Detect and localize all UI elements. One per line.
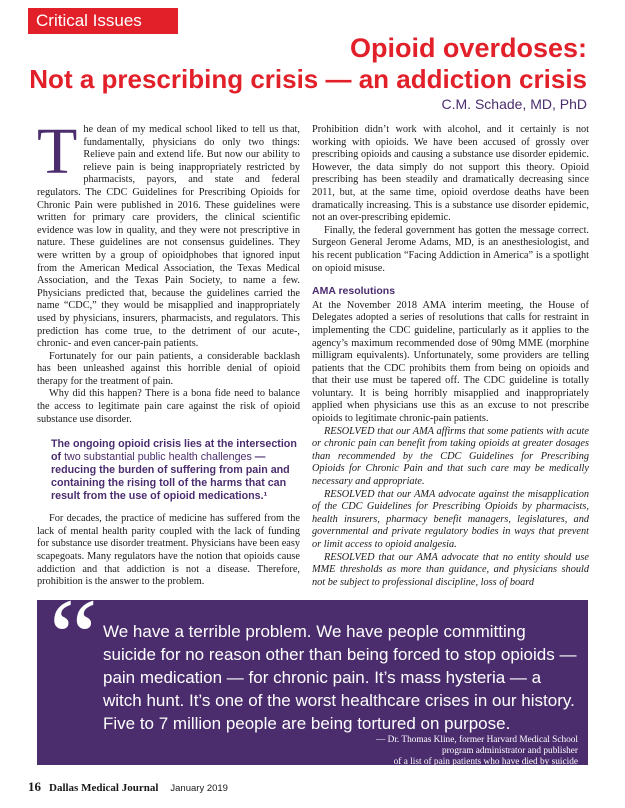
issue-date: January 2019 xyxy=(170,783,228,794)
resolution-paragraph: RESOLVED that our AMA advocate that no entity should use MME thresholds as more than guidance, and physicians should not be subject to professional discipline, loss of board xyxy=(312,551,589,588)
paragraph: At the November 2018 AMA interim meeting, the House of Delegates adopted a series of resolutions that calls for restraint in implementing the CDC guideline, particularly as it applies to the agency’s maximum recommended dose of 90mg MME (morphine milligram equivalents). Unfortunately, some providers are telling patients that the CDC prohibits them from being on opioids and that their use must be tapered off. The CDC guideline is totally voluntary. It is being horribly misapplied and inappropriately applied when physicians use this as an excuse to not prescribe opioids to legitimate chronic-pain patients. xyxy=(312,299,589,425)
page-footer xyxy=(28,778,228,796)
quotation-mark-icon: “ xyxy=(49,576,98,698)
section-subhead: AMA resolutions xyxy=(312,285,396,298)
resolution-paragraph: RESOLVED that our AMA affirms that some patients with acute or chronic pain can benefit from taking opioids at greater dosages than recommended by the CDC Guidelines for Prescribing Opioids for Chronic Pain and that such care may be medically necessary and appropriate. xyxy=(312,425,589,488)
attribution-line: program administrator and publisher xyxy=(441,746,578,756)
paragraph-intro: he dean of my medical school liked to tell us that, fundamentally, physicians do only two things: Relieve pain and extend life. But now our ability to relieve pain is being inappropriately restricted by pharmacists, payors, and state and federal regulators. The CDC Guidelines for Prescribing Opioids for Chronic Pain were published in 2016. These guidelines were written for primary care providers, the clinical scientific evidence was low in quality, and they were not prescriptive in nature. These guidelines are not consensus guidelines. They were written by a group of opioidphobes that ignored input from the American Medical Association, the Texas Medical Association, and the Texas Pain Society, to name a few. Physicians predicted that, because the guidelines carried the name “CDC,” they would be misapplied and inappropriately used by physicians, insurers, pharmacists, and regulators. This prediction has come true, to the detriment of our acute-, chronic- and even cancer-pain patients. xyxy=(37,124,300,350)
article-title-line-1: Opioid overdoses: xyxy=(349,33,587,63)
pull-quote-text: — reducing the burden of suffering from pain and containing the rising toll of the harms that can result from the use of opioid medications.¹ xyxy=(51,451,290,503)
paragraph: Why did this happen? There is a bona fide need to balance the access to legitimate pain care against the risk of opioid substance use disorder. xyxy=(37,388,300,425)
attribution-line: — Dr. Thomas Kline, former Harvard Medical School xyxy=(376,735,578,745)
featured-quote-box xyxy=(37,576,588,767)
paragraph: Prohibition didn’t work with alcohol, and it certainly is not working with opioids. We have been accused of grossly over prescribing opioids and causing a substance use disorder epidemic. However, the data simply do not support this theory. Opioid prescribing has been steadily and dramatically decreasing since 2011, but, at the same time, opioid overdose deaths have been dramatically increasing. This is a substance use disorder epidemic, not an over-prescribing epidemic. xyxy=(312,124,589,224)
section-tag: Critical Issues xyxy=(28,8,178,34)
article-title-line-2: Not a prescribing crisis — an addiction crisis xyxy=(29,64,587,94)
paragraph: Finally, the federal government has gotten the message correct. Surgeon General Jerome Adams, MD, is an anesthesiologist, and his recent publication “Facing Addiction in America” is a spotlight on opioid misuse. xyxy=(312,224,589,274)
pull-quote xyxy=(51,438,300,503)
right-column xyxy=(312,124,589,589)
drop-cap: T xyxy=(37,115,78,188)
attribution-line: of a list of pain patients who have died by suicide xyxy=(393,757,578,767)
featured-quote-text: We have a terrible problem. We have people committing suicide for no reason other than being forced to stop opioids — pain medication — for chronic pain. It’s mass hysteria — a witch hunt. It’s one of the worst healthcare crises in our history. Five to 7 million people are being tortured on purpose. xyxy=(103,622,577,733)
quote-attribution xyxy=(376,735,578,768)
pull-quote-text: The ongoing opioid crisis lies at the intersection of xyxy=(51,438,297,464)
resolution-paragraph: RESOLVED that our AMA advocate against the misapplication of the CDC Guidelines for Prescribing Opioids by pharmacists, health insurers, pharmacy benefit managers, legislatures, and governmental and private regulatory bodies in ways that prevent or limit access to opioid analgesia. xyxy=(312,488,589,550)
paragraph: For decades, the practice of medicine has suffered from the lack of mental health parity coupled with the lack of funding for substance use disorder treatment. Physicians have been easy scapegoats. Many regulators have the notion that opioids cause addiction and that addiction is not a disease. Therefore, prohibition is the answer to the problem. xyxy=(37,513,300,588)
pull-quote-text: two substantial public health challenges xyxy=(64,451,252,464)
paragraph: Fortunately for our pain patients, a considerable backlash has been unleashed against this horrible denial of opioid therapy for the treatment of pain. xyxy=(37,350,300,387)
journal-name: Dallas Medical Journal xyxy=(49,782,159,794)
left-column xyxy=(37,115,300,589)
author-byline: C.M. Schade, MD, PhD xyxy=(441,96,587,112)
page-number: 16 xyxy=(28,779,41,794)
